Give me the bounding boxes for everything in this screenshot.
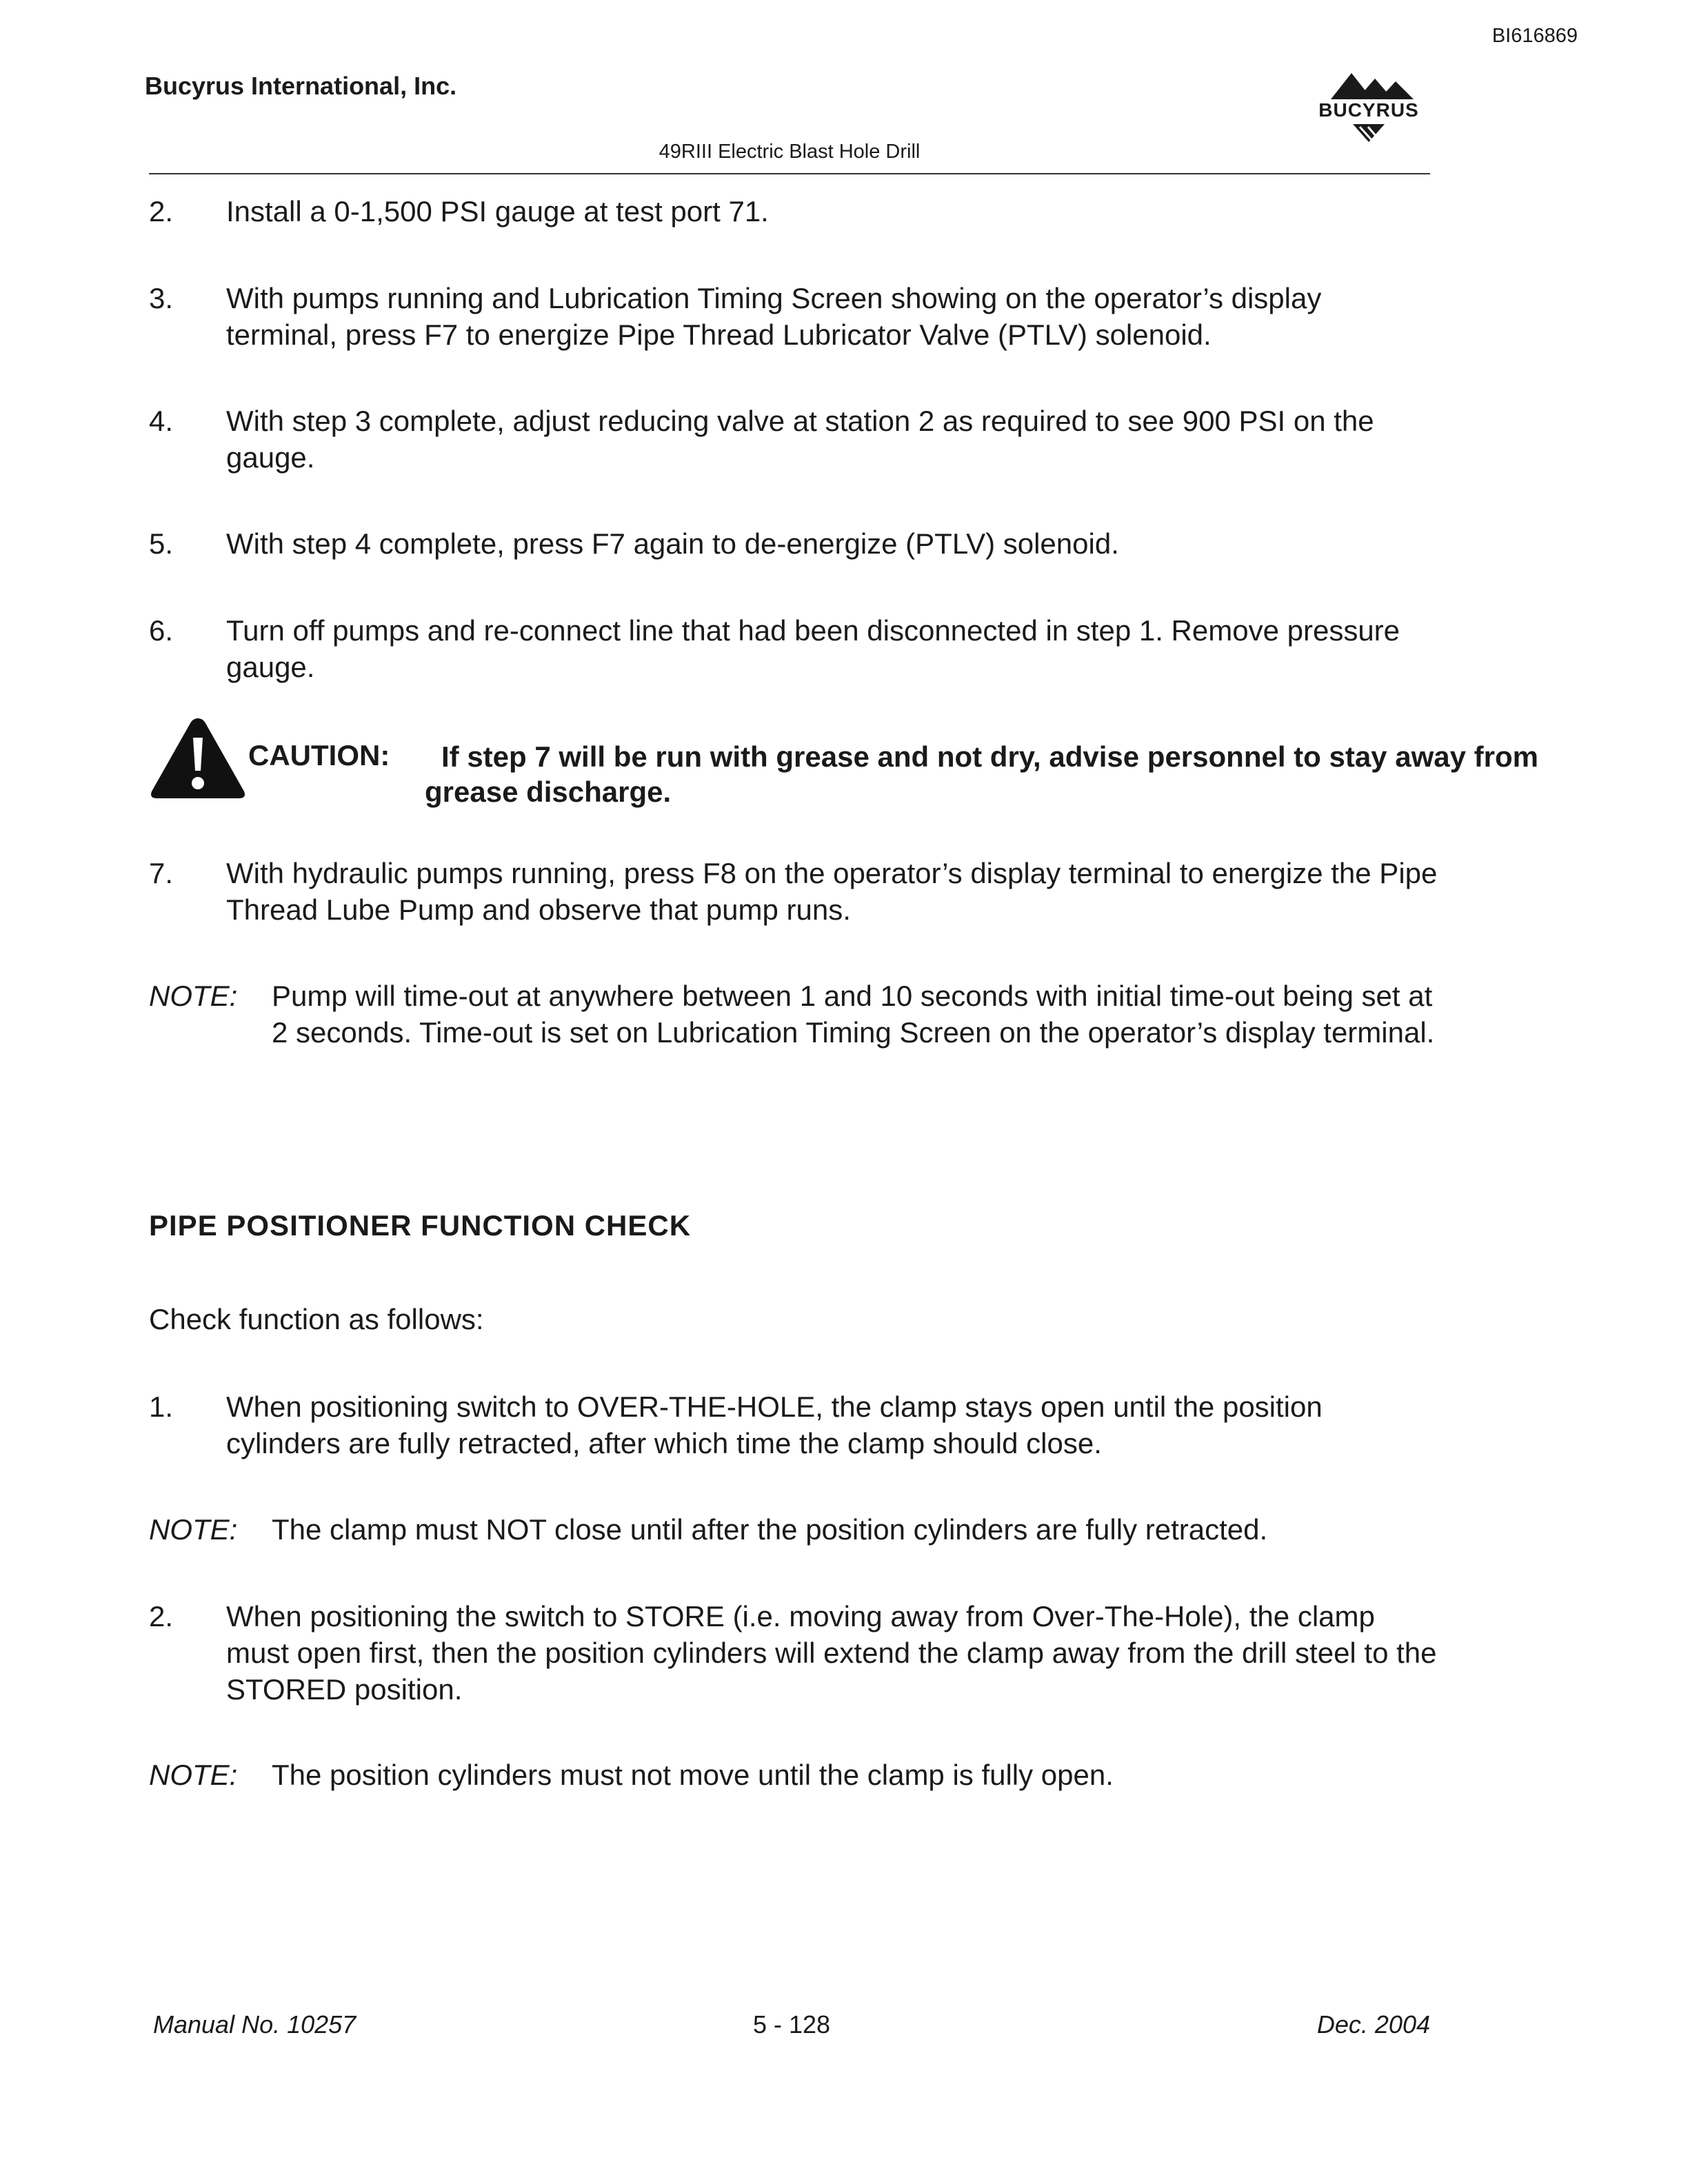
step-number: 6. [149,614,174,647]
step-text: With step 3 complete, adjust reducing valve at station 2 as required to see 900 PSI on the gauge. [226,405,1374,474]
step-number: 2. [149,195,174,228]
list-item [149,193,1438,230]
document-id: BI616869 [1491,25,1578,47]
footer-page-number: 5 - 128 [752,2010,831,2039]
step-number: 7. [149,857,174,889]
step-text: Install a 0-1,500 PSI gauge at test port 71. [226,195,769,228]
step-text: With step 4 complete, press F7 again to de-energize (PTLV) solenoid. [226,527,1119,560]
note-text: Pump will time-out at anywhere between 1 and 10 seconds with initial time-out being set at 2 seconds. Time-out is set on Lubrication Timing Screen on the operator’s display terminal. [272,980,1435,1049]
caution-text: If step 7 will be run with grease and not dry, advise personnel to stay away from grease discharge. [425,740,1538,808]
company-name: Bucyrus International, Inc. [145,72,457,100]
footer-date: Dec. 2004 [1316,2010,1430,2039]
header-divider [149,173,1430,174]
note-label: NOTE: [149,1513,238,1546]
document-subtitle: 49RIII Electric Blast Hole Drill [659,141,921,163]
list-item [149,612,1438,685]
section-intro: Check function as follows: [149,1303,484,1335]
note-block [149,978,1438,1051]
warning-triangle-icon [149,714,247,802]
step-text: Turn off pumps and re-connect line that had been disconnected in step 1. Remove pressure gauge. [226,614,1400,683]
note-label: NOTE: [149,980,238,1012]
step-number: 2. [149,1600,174,1632]
caution-block [149,714,1538,808]
note-block [149,1511,1438,1548]
list-item [149,525,1438,562]
note-block [149,1757,1438,1793]
step-number: 3. [149,282,174,314]
note-label: NOTE: [149,1759,238,1791]
list-item [149,403,1438,476]
step-text: With hydraulic pumps running, press F8 on the operator’s display terminal to energize the Pipe Thread Lube Pump and observe that pump runs. [226,857,1438,926]
note-text: The clamp must NOT close until after the position cylinders are fully retracted. [272,1513,1268,1546]
note-text: The position cylinders must not move until the clamp is fully open. [272,1759,1114,1791]
step-text: When positioning switch to OVER-THE-HOLE, the clamp stays open until the position cylinders are fully retracted, after which time the clamp should close. [226,1391,1323,1459]
list-item [149,1598,1438,1708]
step-number: 1. [149,1391,174,1423]
caution-label: CAUTION: [248,739,390,771]
step-text: When positioning the switch to STORE (i.e. moving away from Over-The-Hole), the clamp must open first, then the position cylinders will extend the clamp away from the drill steel to the STORED position. [226,1600,1437,1706]
section-heading: PIPE POSITIONER FUNCTION CHECK [149,1209,692,1242]
logo-wordmark: BUCYRUS [1318,99,1419,121]
list-item [149,280,1438,353]
step-number: 5. [149,527,174,560]
step-text: With pumps running and Lubrication Timing Screen showing on the operator’s display terminal, press F7 to energize Pipe Thread Lubricator Valve (PTLV) solenoid. [226,282,1322,351]
list-item [149,855,1438,928]
bucyrus-logo [1303,69,1434,152]
step-number: 4. [149,405,174,437]
footer-manual-number: Manual No. 10257 [153,2010,356,2039]
list-item [149,1388,1438,1462]
